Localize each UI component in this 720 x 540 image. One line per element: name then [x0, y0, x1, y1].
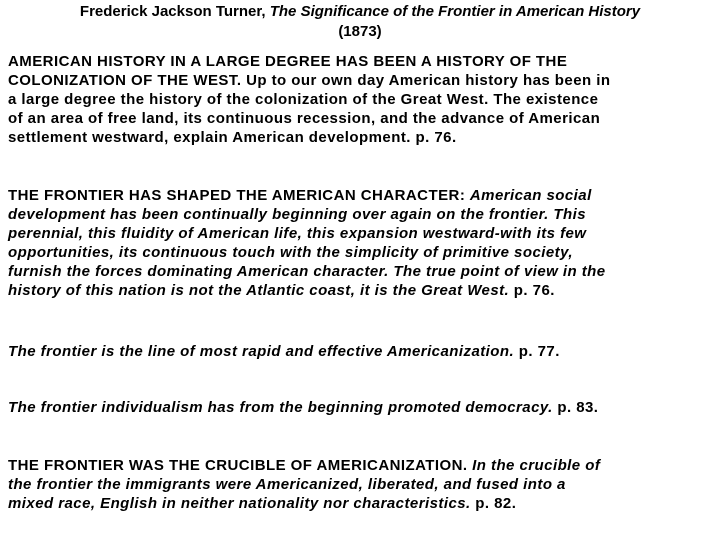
text-line	[8, 205, 716, 224]
document-title	[0, 3, 720, 21]
text-line	[8, 494, 716, 513]
paragraph-crucible-of-americanization	[8, 456, 716, 513]
text-line	[8, 475, 716, 494]
publication-year: (1873)	[338, 23, 382, 40]
paragraph-colonization-of-the-west	[8, 52, 716, 147]
text-line	[8, 224, 716, 243]
plain-text: AMERICAN HISTORY IN A LARGE DEGREE HAS BEEN A HISTORY OF THE	[8, 53, 568, 70]
quote-text: In the crucible of	[472, 457, 601, 474]
text-line	[8, 262, 716, 281]
text-line	[8, 281, 716, 300]
paragraph-frontier-individualism	[8, 398, 716, 417]
work-title: The Significance of the Frontier in American History	[269, 3, 641, 20]
quote-text: The frontier is the line of most rapid and effective Americanization.	[8, 343, 515, 360]
plain-text: a large degree the history of the colonization of the Great West. The existence	[8, 91, 599, 108]
plain-text: p. 76.	[509, 282, 555, 299]
quote-text: American social	[469, 187, 592, 204]
text-line	[8, 398, 716, 417]
plain-text: p. 83.	[552, 399, 599, 416]
text-line	[8, 52, 716, 71]
paragraph-frontier-shaped-character	[8, 186, 716, 300]
plain-text: of an area of free land, its continuous recession, and the advance of American	[8, 110, 601, 127]
paragraph-frontier-line	[8, 342, 716, 361]
text-line	[8, 109, 716, 128]
text-line	[8, 71, 716, 90]
plain-text: COLONIZATION OF THE WEST. Up to our own day American history has been in	[8, 72, 611, 89]
author-name: Frederick Jackson Turner,	[79, 3, 266, 20]
quote-text: opportunities, its continuous touch with the simplicity of primitive society,	[8, 244, 573, 261]
text-line	[8, 128, 716, 147]
text-line	[8, 243, 716, 262]
plain-text: THE FRONTIER WAS THE CRUCIBLE OF AMERICANIZATION.	[8, 457, 473, 474]
plain-text: p. 82.	[470, 495, 517, 512]
plain-text: THE FRONTIER HAS SHAPED THE AMERICAN CHARACTER:	[8, 187, 470, 204]
text-line	[8, 90, 716, 109]
quote-text: furnish the forces dominating American character. The true point of view in the	[8, 263, 606, 280]
quote-text: The frontier individualism has from the beginning promoted democracy.	[8, 399, 553, 416]
quote-text: history of this nation is not the Atlantic coast, it is the Great West.	[8, 282, 510, 299]
plain-text: p. 77.	[514, 343, 560, 360]
quote-text: mixed race, English in neither nationality nor characteristics.	[8, 495, 471, 512]
plain-text: settlement westward, explain American development. p. 76.	[8, 129, 457, 146]
quote-text: development has been continually beginning over again on the frontier. This	[8, 206, 586, 223]
text-line	[8, 342, 716, 361]
text-line	[8, 456, 716, 475]
quote-text: perennial, this fluidity of American life, this expansion westward-with its few	[8, 225, 587, 242]
quote-text: the frontier the immigrants were Americanized, liberated, and fused into a	[8, 476, 566, 493]
text-line	[8, 186, 716, 205]
